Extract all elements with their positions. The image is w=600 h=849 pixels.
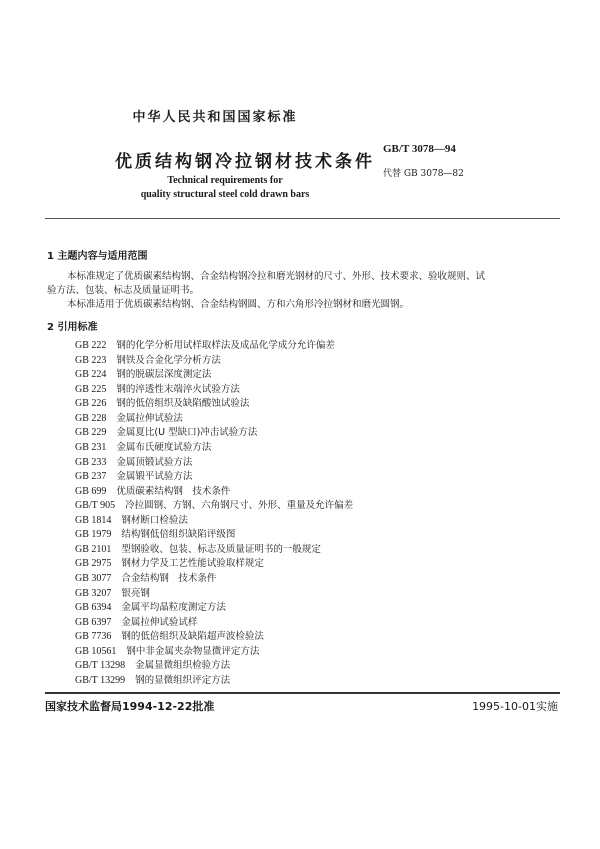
reference-item: [75, 383, 353, 398]
reference-item: [75, 528, 353, 543]
section1-paragraph: 本标准适用于优质碳素结构钢、合金结构钢圆、方和六角形冷拉钢材和磨光圆钢。: [67, 299, 410, 310]
reference-item: [75, 412, 353, 427]
reference-code: GB/T 905: [75, 500, 116, 512]
reference-item: [75, 426, 353, 441]
reference-title: 金属顶锻试验方法: [116, 456, 193, 468]
referenced-standards-list: [75, 339, 353, 689]
reference-title: 结构钢低倍组织缺陷评级图: [121, 529, 236, 541]
reference-code: GB 233: [75, 456, 107, 468]
reference-code: GB/T 13298: [75, 660, 126, 672]
reference-item: [75, 587, 353, 602]
reference-title: 钢的脱碳层深度测定法: [116, 369, 212, 381]
reference-code: GB 237: [75, 471, 107, 483]
reference-item: [75, 674, 353, 689]
reference-code: GB 224: [75, 369, 107, 381]
reference-item: [75, 456, 353, 471]
reference-item: [75, 543, 353, 558]
english-title-line1: Technical requirements for: [167, 175, 283, 186]
reference-title: 金属拉伸试验法: [116, 412, 183, 424]
reference-title: 合金结构钢 技术条件: [121, 573, 217, 584]
standard-code-text: GB/T 3078—94: [383, 143, 456, 155]
reference-code: GB 228: [75, 412, 107, 424]
reference-code: GB 1979: [75, 529, 112, 541]
reference-item: [75, 630, 353, 645]
reference-title: 金属平均晶粒度测定方法: [121, 602, 226, 614]
reference-title: 金属布氏硬度试验方法: [116, 441, 212, 453]
reference-title: 金属拉伸试验试样: [121, 616, 198, 628]
reference-code: GB 7736: [75, 631, 112, 643]
reference-title: 钢的淬透性末端淬火试验方法: [116, 383, 240, 395]
reference-code: GB 229: [75, 427, 107, 439]
reference-item: [75, 441, 353, 456]
reference-title: 钢铁及合金化学分析方法: [116, 354, 221, 366]
section2-heading: 2 引用标准: [47, 322, 98, 333]
english-title-line2: quality structural steel cold drawn bars: [140, 189, 310, 200]
reference-title: 钢的低倍组织及缺陷酸蚀试验法: [116, 398, 250, 410]
section1-paragraph: 本标准规定了优质碳素结构钢、合金结构钢冷拉和磨光钢材的尺寸、外形、技术要求、验收规则、试: [67, 271, 486, 282]
reference-title: 钢的化学分析用试样取样法及成品化学成分允许偏差: [116, 340, 335, 351]
reference-code: GB 222: [75, 340, 107, 351]
header-divider: [45, 218, 560, 219]
reference-code: GB 3207: [75, 587, 112, 599]
reference-item: [75, 339, 353, 354]
reference-title: 金属锻平试验方法: [116, 471, 193, 483]
standard-code: [383, 142, 456, 155]
reference-item: [75, 368, 353, 383]
reference-title: 金属夏比(U 型缺口)冲击试验方法: [116, 427, 258, 439]
document-title: 优质结构钢冷拉钢材技术条件: [115, 152, 375, 172]
reference-code: GB 6394: [75, 602, 112, 614]
section1-paragraph-cont: 验方法、包装、标志及质量证明书。: [47, 285, 200, 296]
approval-date: 国家技术监督局1994-12-22批准: [45, 700, 215, 713]
reference-code: GB/T 13299: [75, 674, 126, 686]
reference-title: 钢的显微组织评定方法: [135, 674, 231, 686]
reference-code: GB 3077: [75, 573, 112, 584]
reference-code: GB 699: [75, 485, 107, 497]
reference-code: GB 226: [75, 398, 107, 410]
reference-item: [75, 645, 353, 660]
reference-title: 钢材断口检验法: [121, 514, 188, 526]
reference-code: GB 2101: [75, 543, 112, 555]
reference-code: GB 223: [75, 354, 107, 366]
reference-item: [75, 601, 353, 616]
reference-item: [75, 616, 353, 631]
reference-title: 银亮钢: [121, 587, 150, 599]
reference-title: 型钢验收、包装、标志及质量证明书的一般规定: [121, 543, 321, 555]
reference-item: [75, 354, 353, 369]
reference-item: [75, 499, 353, 514]
reference-code: GB 225: [75, 383, 107, 395]
reference-title: 钢的低倍组织及缺陷超声波检验法: [121, 631, 264, 643]
replaces-code: 代替 GB 3078—82: [383, 169, 464, 179]
reference-code: GB 1814: [75, 514, 112, 526]
reference-title: 钢中非金属夹杂物显微评定方法: [126, 645, 260, 657]
reference-title: 金属显微组织检验方法: [135, 660, 231, 672]
reference-code: GB 6397: [75, 616, 112, 628]
reference-item: [75, 397, 353, 412]
reference-item: [75, 470, 353, 485]
issuer-heading: 中华人民共和国国家标准: [132, 110, 298, 125]
section1-heading: 1 主题内容与适用范围: [47, 251, 148, 262]
reference-title: 冷拉圆钢、方钢、六角钢尺寸、外形、重量及允许偏差: [125, 500, 354, 512]
reference-title: 优质碳素结构钢 技术条件: [116, 485, 231, 497]
reference-item: [75, 659, 353, 674]
reference-item: [75, 557, 353, 572]
reference-title: 钢材力学及工艺性能试验取样规定: [121, 558, 264, 570]
reference-item: [75, 485, 353, 500]
reference-item: [75, 514, 353, 529]
reference-code: GB 2975: [75, 558, 112, 570]
reference-code: GB 231: [75, 441, 107, 453]
footer-divider: [45, 692, 560, 694]
reference-code: GB 10561: [75, 645, 117, 657]
effective-date: 1995-10-01实施: [472, 700, 558, 713]
reference-item: [75, 572, 353, 587]
